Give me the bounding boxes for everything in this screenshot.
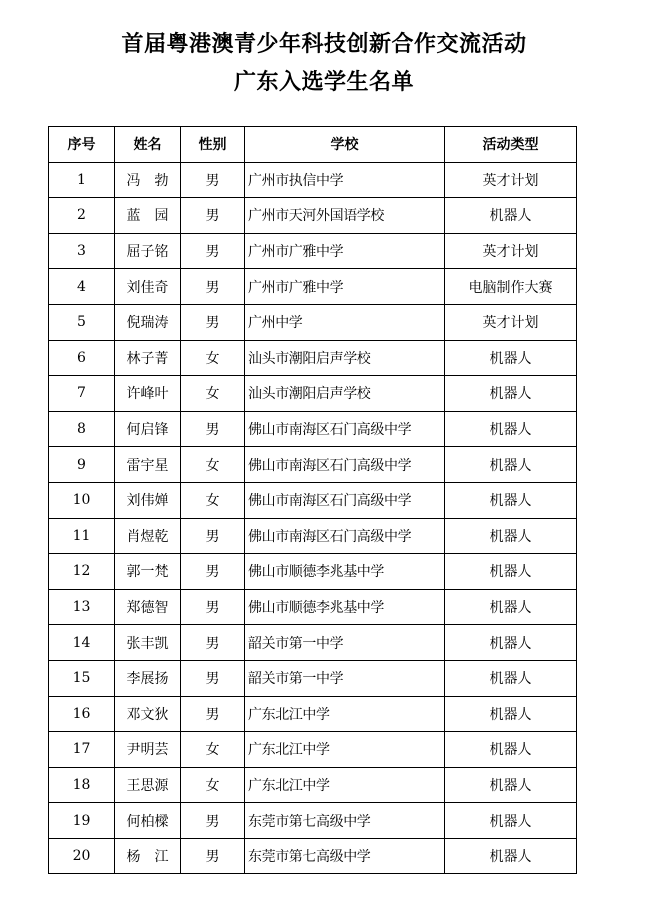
cell-type: 机器人 [445, 340, 577, 376]
cell-no: 4 [49, 269, 115, 305]
cell-school: 广州市广雅中学 [245, 233, 445, 269]
cell-no: 6 [49, 340, 115, 376]
cell-type: 机器人 [445, 589, 577, 625]
cell-gender: 男 [181, 803, 245, 839]
table-row [49, 411, 577, 447]
table-row [49, 554, 577, 590]
cell-school: 广东北江中学 [245, 767, 445, 803]
cell-gender: 男 [181, 838, 245, 874]
cell-school: 佛山市南海区石门高级中学 [245, 482, 445, 518]
cell-no: 7 [49, 376, 115, 412]
header-gender: 性别 [181, 127, 245, 163]
cell-no: 19 [49, 803, 115, 839]
cell-no: 18 [49, 767, 115, 803]
cell-type: 英才计划 [445, 162, 577, 198]
cell-type: 机器人 [445, 447, 577, 483]
cell-no: 9 [49, 447, 115, 483]
cell-school: 汕头市潮阳启声学校 [245, 340, 445, 376]
table-row [49, 447, 577, 483]
cell-type: 机器人 [445, 696, 577, 732]
cell-type: 机器人 [445, 767, 577, 803]
cell-school: 韶关市第一中学 [245, 660, 445, 696]
cell-name: 邓文狄 [115, 696, 181, 732]
cell-gender: 男 [181, 625, 245, 661]
cell-school: 广州市执信中学 [245, 162, 445, 198]
cell-school: 东莞市第七高级中学 [245, 803, 445, 839]
cell-no: 5 [49, 304, 115, 340]
cell-gender: 女 [181, 767, 245, 803]
document-title: 首届粤港澳青少年科技创新合作交流活动 [121, 32, 527, 57]
cell-type: 机器人 [445, 660, 577, 696]
cell-name: 王思源 [115, 767, 181, 803]
cell-school: 广州市天河外国语学校 [245, 198, 445, 234]
table-row [49, 233, 577, 269]
cell-no: 14 [49, 625, 115, 661]
cell-type: 机器人 [445, 732, 577, 768]
cell-school: 佛山市顺德李兆基中学 [245, 589, 445, 625]
cell-gender: 男 [181, 518, 245, 554]
cell-school: 佛山市南海区石门高级中学 [245, 447, 445, 483]
table-row [49, 376, 577, 412]
student-roster-table [48, 126, 577, 874]
cell-no: 17 [49, 732, 115, 768]
cell-no: 15 [49, 660, 115, 696]
cell-school: 广州中学 [245, 304, 445, 340]
cell-name: 雷宇星 [115, 447, 181, 483]
table-row [49, 660, 577, 696]
header-name: 姓名 [115, 127, 181, 163]
cell-name: 何启锋 [115, 411, 181, 447]
cell-gender: 男 [181, 304, 245, 340]
cell-name: 何柏樑 [115, 803, 181, 839]
cell-no: 2 [49, 198, 115, 234]
table-row [49, 198, 577, 234]
cell-name: 倪瑞涛 [115, 304, 181, 340]
cell-type: 机器人 [445, 554, 577, 590]
cell-type: 电脑制作大赛 [445, 269, 577, 305]
cell-gender: 女 [181, 340, 245, 376]
table-row [49, 732, 577, 768]
cell-type: 机器人 [445, 376, 577, 412]
cell-name: 许峰叶 [115, 376, 181, 412]
cell-gender: 男 [181, 411, 245, 447]
cell-name: 蓝 园 [115, 198, 181, 234]
cell-gender: 女 [181, 482, 245, 518]
table-row [49, 767, 577, 803]
cell-name: 肖煜乾 [115, 518, 181, 554]
cell-school: 佛山市南海区石门高级中学 [245, 518, 445, 554]
cell-no: 12 [49, 554, 115, 590]
table-row [49, 696, 577, 732]
cell-no: 20 [49, 838, 115, 874]
cell-no: 1 [49, 162, 115, 198]
cell-school: 东莞市第七高级中学 [245, 838, 445, 874]
cell-name: 杨 江 [115, 838, 181, 874]
cell-type: 英才计划 [445, 233, 577, 269]
cell-no: 16 [49, 696, 115, 732]
table-row [49, 518, 577, 554]
cell-gender: 男 [181, 162, 245, 198]
cell-name: 冯 勃 [115, 162, 181, 198]
table-row [49, 625, 577, 661]
cell-name: 屈子铭 [115, 233, 181, 269]
cell-name: 刘佳奇 [115, 269, 181, 305]
cell-gender: 女 [181, 376, 245, 412]
cell-gender: 男 [181, 589, 245, 625]
cell-gender: 男 [181, 660, 245, 696]
cell-name: 郭一梵 [115, 554, 181, 590]
header-type: 活动类型 [445, 127, 577, 163]
cell-type: 机器人 [445, 198, 577, 234]
table-row [49, 838, 577, 874]
cell-no: 11 [49, 518, 115, 554]
cell-no: 10 [49, 482, 115, 518]
cell-name: 张丰凯 [115, 625, 181, 661]
table-row [49, 304, 577, 340]
cell-type: 机器人 [445, 803, 577, 839]
header-school: 学校 [245, 127, 445, 163]
table-row [49, 162, 577, 198]
cell-name: 郑德智 [115, 589, 181, 625]
header-no: 序号 [49, 127, 115, 163]
cell-no: 8 [49, 411, 115, 447]
cell-school: 佛山市南海区石门高级中学 [245, 411, 445, 447]
cell-name: 刘伟婵 [115, 482, 181, 518]
cell-school: 韶关市第一中学 [245, 625, 445, 661]
cell-school: 广东北江中学 [245, 732, 445, 768]
table-header-row [49, 127, 577, 163]
cell-type: 机器人 [445, 482, 577, 518]
cell-gender: 女 [181, 732, 245, 768]
cell-school: 广州市广雅中学 [245, 269, 445, 305]
cell-type: 机器人 [445, 411, 577, 447]
cell-school: 汕头市潮阳启声学校 [245, 376, 445, 412]
cell-no: 3 [49, 233, 115, 269]
cell-type: 机器人 [445, 625, 577, 661]
table-row [49, 269, 577, 305]
cell-type: 机器人 [445, 518, 577, 554]
cell-school: 佛山市顺德李兆基中学 [245, 554, 445, 590]
cell-gender: 男 [181, 233, 245, 269]
cell-no: 13 [49, 589, 115, 625]
cell-name: 林子菁 [115, 340, 181, 376]
document-subtitle: 广东入选学生名单 [233, 70, 414, 95]
cell-type: 机器人 [445, 838, 577, 874]
cell-gender: 男 [181, 269, 245, 305]
table-row [49, 589, 577, 625]
table-row [49, 803, 577, 839]
cell-name: 李展扬 [115, 660, 181, 696]
cell-gender: 男 [181, 554, 245, 590]
cell-type: 英才计划 [445, 304, 577, 340]
cell-gender: 女 [181, 447, 245, 483]
cell-school: 广东北江中学 [245, 696, 445, 732]
table-row [49, 340, 577, 376]
cell-gender: 男 [181, 198, 245, 234]
cell-name: 尹明芸 [115, 732, 181, 768]
table-body [49, 162, 577, 874]
table-row [49, 482, 577, 518]
cell-gender: 男 [181, 696, 245, 732]
